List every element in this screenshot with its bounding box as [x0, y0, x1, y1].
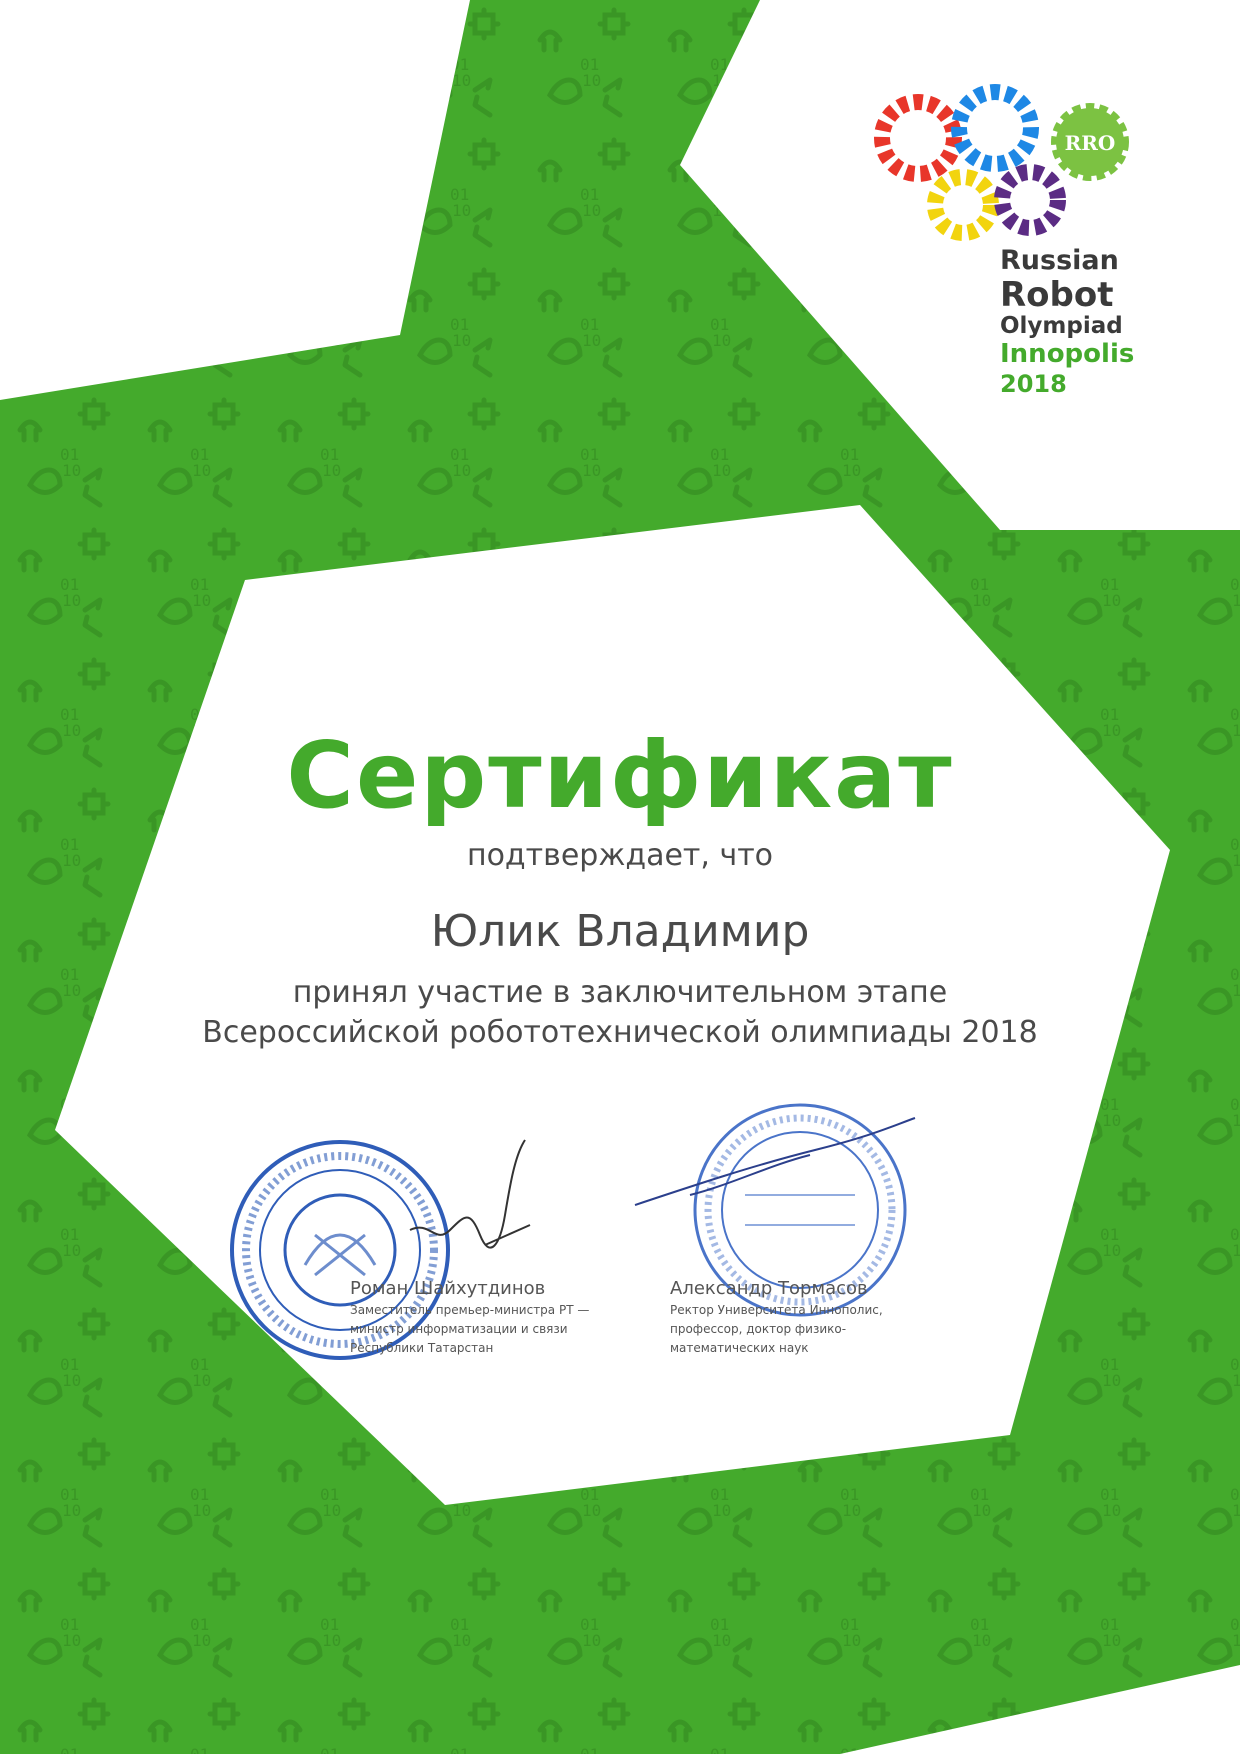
logo-text-olympiad: Olympiad [1000, 313, 1123, 339]
signatory-role: Заместитель премьер-министра РТ — [350, 1303, 590, 1317]
signature-1 [400, 1135, 540, 1265]
gear-icon [1002, 172, 1058, 228]
logo-text-year: 2018 [1000, 370, 1067, 398]
description-line-2: Всероссийской робототехнической олимпиады 2018 [202, 1015, 1038, 1050]
signatory-name: Роман Шайхутдинов [350, 1278, 546, 1299]
signature-block-1 [350, 1278, 590, 1356]
gear-icon [959, 92, 1031, 164]
signature-block-2 [670, 1278, 900, 1356]
logo-text-robot: Robot [1000, 275, 1114, 315]
logo-text-russian: Russian [1000, 245, 1119, 276]
signatory-role: математических наук [670, 1341, 809, 1355]
description-line-1: принял участие в заключительном этапе [292, 975, 948, 1010]
signature-2 [630, 1115, 930, 1215]
certificate-title: Сертификат [286, 722, 954, 829]
gear-icon [882, 102, 954, 174]
signatory-name: Александр Тормасов [670, 1278, 868, 1299]
confirms-text: подтверждает, что [466, 838, 774, 873]
signatory-role: Ректор Университета Иннополис, [670, 1303, 883, 1317]
recipient-name: Юлик Владимир [430, 906, 810, 957]
signatory-role: профессор, доктор физико- [670, 1322, 847, 1336]
svg-text:RRO: RRO [1064, 131, 1116, 155]
signatory-role: министр информатизации и связи [350, 1322, 568, 1336]
signatory-role: Республики Татарстан [350, 1341, 494, 1355]
logo-text-innopolis: Innopolis [1000, 339, 1135, 369]
gear-icon [935, 177, 991, 233]
